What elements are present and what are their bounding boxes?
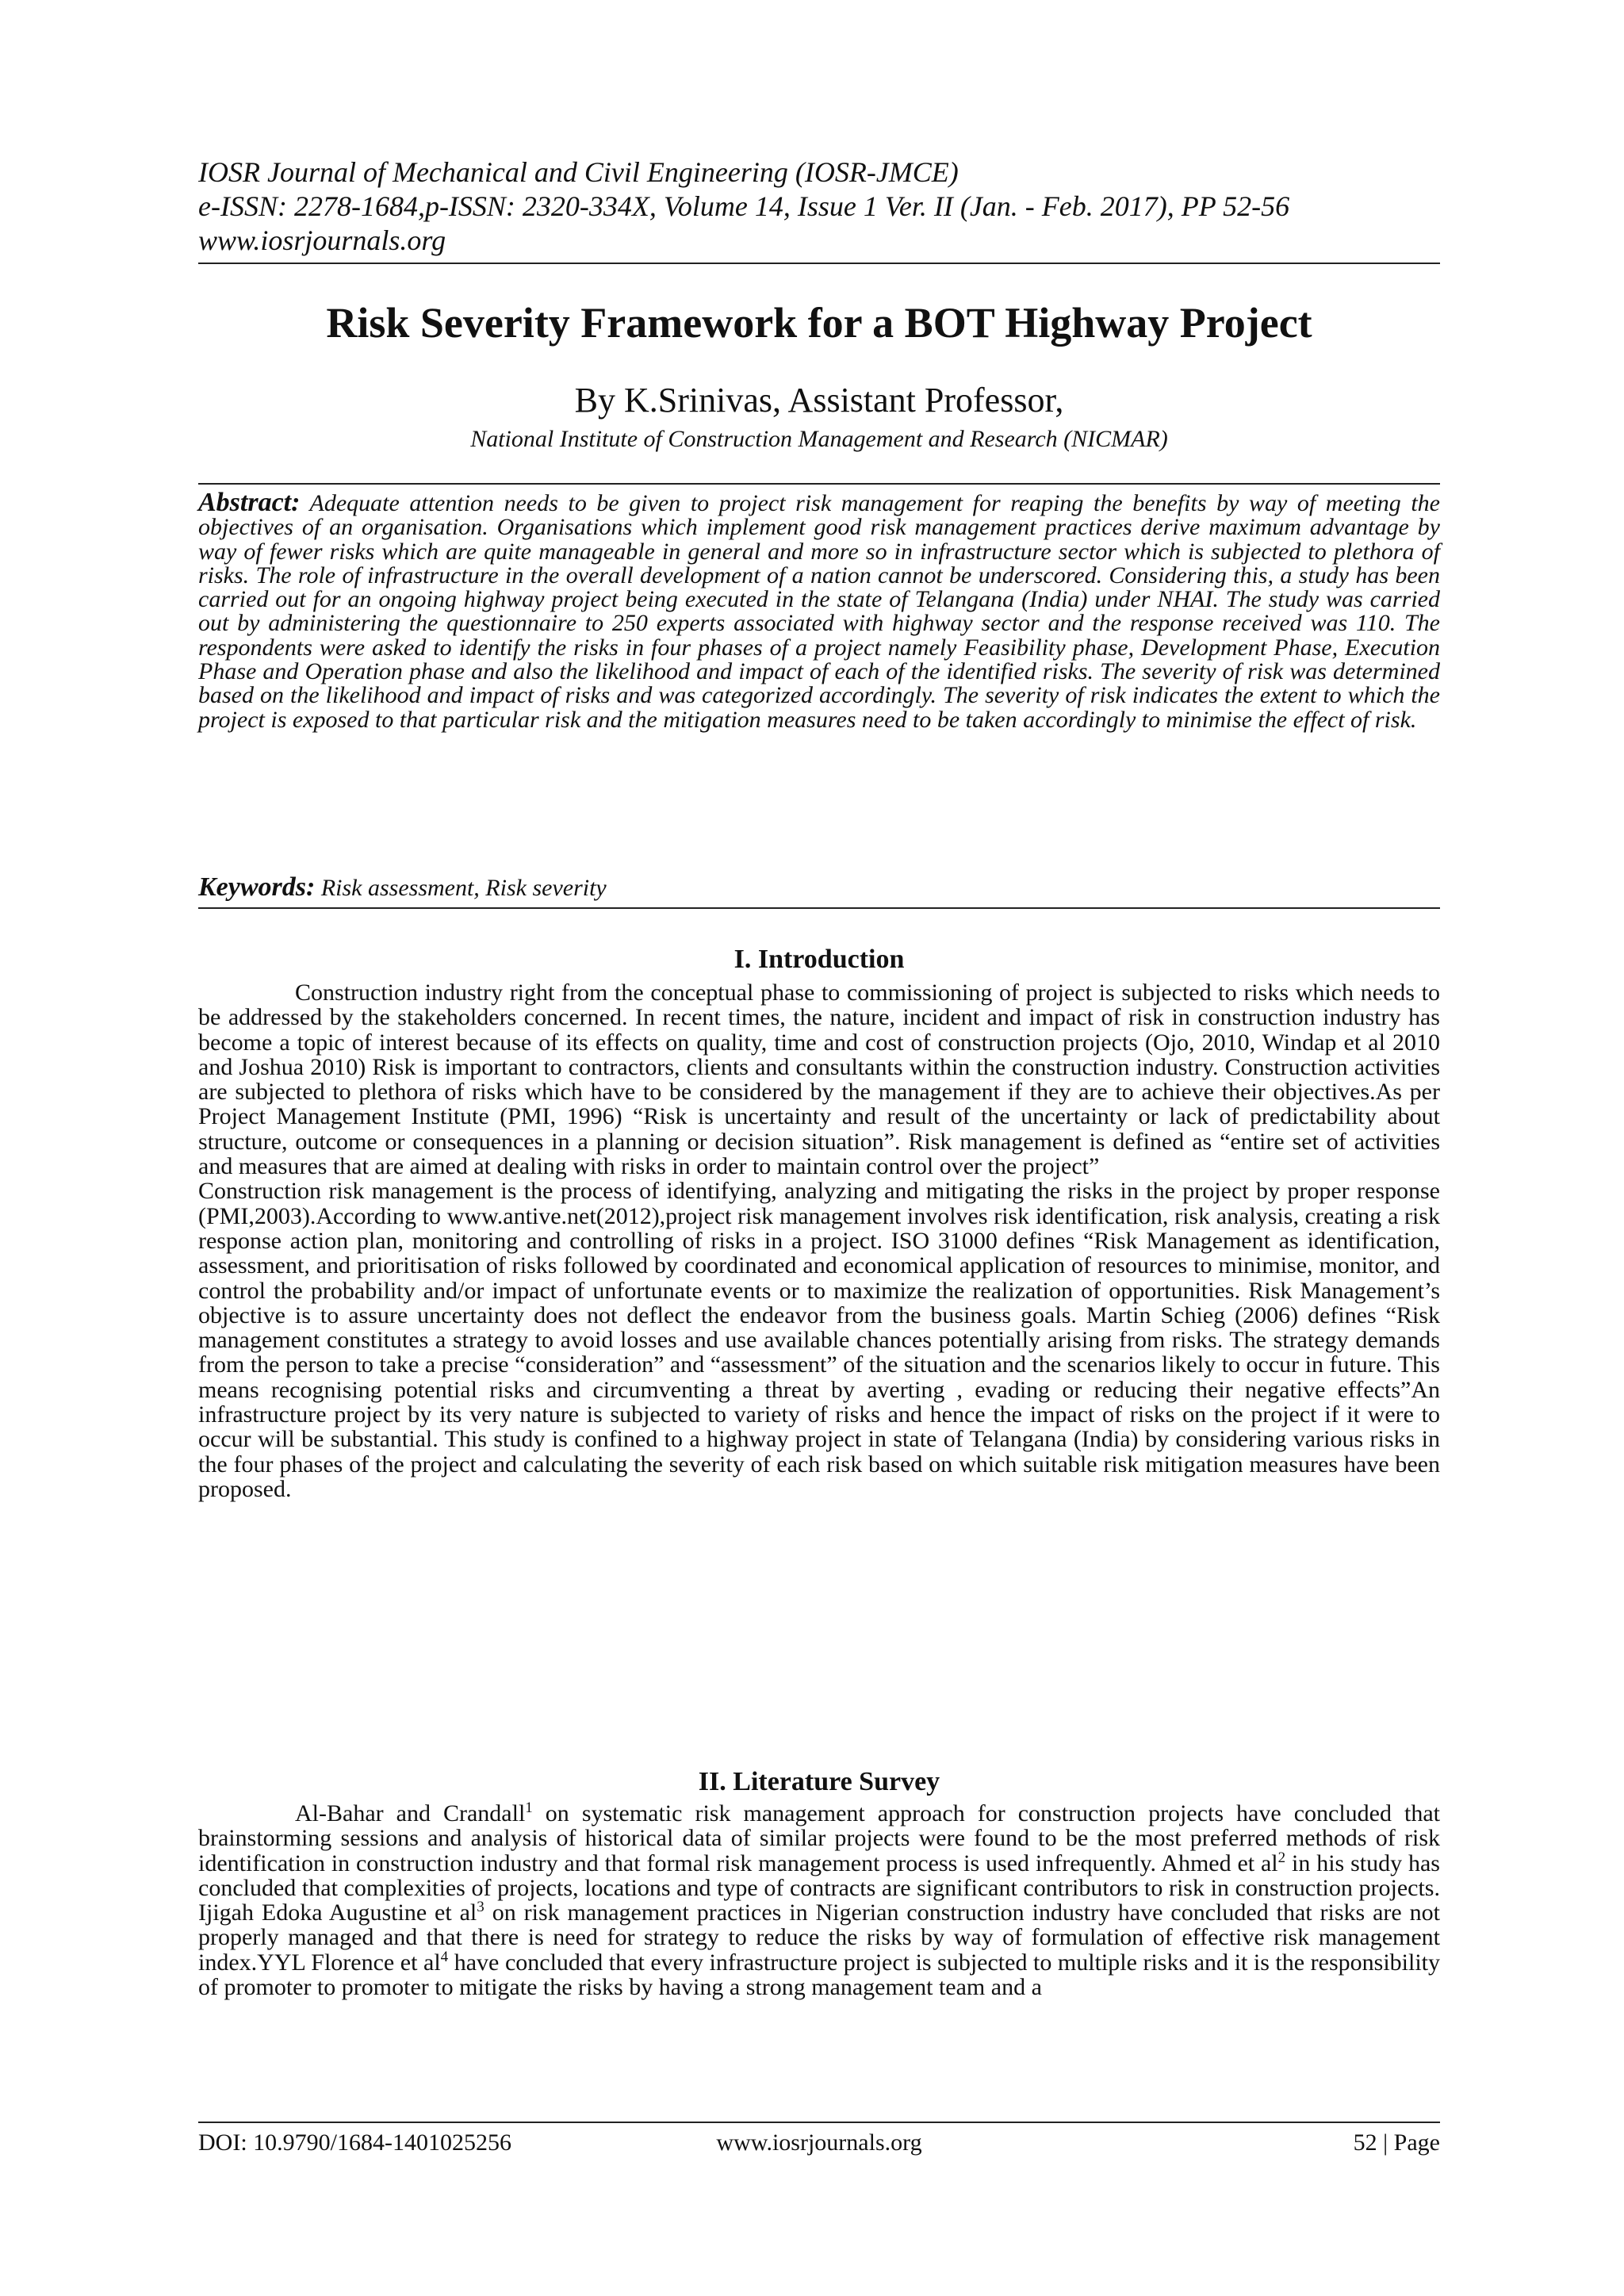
footer-page-number: 52 | Page bbox=[1353, 2129, 1440, 2156]
abstract-text: Adequate attention needs to be given to project risk management for reaping the benefits by way of meeting the objectives of an organisation. Organisations which implement good risk management practices derive maximum advantage by way of fewer risks which are quite manageable in general and more so in infrastructure sector which is subjected to plethora of risks. The role of infrastructure in the overall development of a nation cannot be underscored. Considering this, a study has been carried out for an ongoing highway project being executed in the state of Telangana (India) under NHAI. The study was carried out by administering the questionnaire to 250 experts associated with highway sector and the response received was 110. The respondents were asked to identify the risks in four phases of a project namely Feasibility phase, Development Phase, Execution Phase and Operation phase and also the likelihood and impact of each of the identified risks. The severity of risk was determined based on the likelihood and impact of risks and was categorized accordingly. The severity of risk indicates the extent to which the project is exposed to that particular risk and the mitigation measures need to be taken accordingly to minimise the effect of risk. bbox=[198, 490, 1440, 733]
literature-text-2: on systematic risk management approach for construction projects have concluded that brainstorming sessions and analysis of historical data of similar projects were found to be the most preferred methods of risk identification in construction industry and that formal risk management process is used infrequently. Ahmed et al bbox=[198, 1800, 1440, 1876]
literature-heading: II. Literature Survey bbox=[698, 1767, 940, 1796]
literature-paragraph bbox=[198, 1801, 1440, 1999]
introduction-heading: I. Introduction bbox=[733, 945, 905, 974]
literature-body bbox=[198, 1801, 1440, 1999]
citation-ref-2: 2 bbox=[1277, 1849, 1286, 1866]
header-rule bbox=[198, 263, 1440, 264]
literature-text-3: in his study has concluded that complexities of projects, locations and type of contracts are significant contributors to risk in construction projects. Ijigah Edoka Augustine et al bbox=[198, 1849, 1440, 1926]
keywords-text: Risk assessment, Risk severity bbox=[320, 875, 607, 901]
footer-rule bbox=[198, 2122, 1440, 2123]
citation-ref-4: 4 bbox=[440, 1948, 449, 1965]
citation-ref-1: 1 bbox=[525, 1800, 533, 1816]
introduction-paragraph-2: Construction risk management is the process of identifying, analyzing and mitigating the risks in the project by proper response (PMI,2003).According to www.antive.net(2012),project risk management involves risk identification, risk analysis, creating a risk response action plan, monitoring and controlling of risks in a project. ISO 31000 defines “Risk Management as identification, assessment, and prioritisation of risks followed by coordinated and economical application of resources to minimise, monitor, and control the probability and/or impact of unfortunate events or to maximize the realization of opportunities. Risk Management’s objective is to assure uncertainty does not deflect the endeavor from the business goals. Martin Schieg (2006) defines “Risk management constitutes a strategy to avoid losses and use available chances potentially arising from risks. The strategy demands from the person to take a precise “consideration” and “assessment” of the situation and the scenarios likely to occur in future. This means recognising potential risks and circumventing a threat by averting , evading or reducing their negative effects”An infrastructure project by its very nature is subjected to variety of risks and hence the impact of risks on the project if it were to occur will be substantial. This study is confined to a highway project in state of Telangana (India) by considering various risks in the four phases of the project and calculating the severity of each risk based on which suitable risk mitigation measures have been proposed. bbox=[198, 1178, 1440, 1502]
abstract-bottom-rule bbox=[198, 907, 1440, 909]
literature-text-1: Al-Bahar and Crandall bbox=[295, 1800, 526, 1826]
literature-text-5: have concluded that every infrastructure project is subjected to multiple risks and it is the responsibility of promoter to promoter to mitigate the risks by having a strong management team and a bbox=[198, 1949, 1440, 2001]
journal-website: www.iosrjournals.org bbox=[198, 224, 446, 256]
abstract bbox=[198, 488, 1440, 733]
page-footer bbox=[198, 2127, 1440, 2159]
journal-name: IOSR Journal of Mechanical and Civil Engineering (IOSR-JMCE) bbox=[198, 156, 959, 188]
abstract-label: Abstract: bbox=[198, 488, 301, 517]
citation-ref-3: 3 bbox=[477, 1899, 485, 1916]
abstract-top-rule bbox=[198, 483, 1440, 485]
paper-affiliation: National Institute of Construction Management and Research (NICMAR) bbox=[470, 426, 1168, 452]
keywords-label: Keywords: bbox=[198, 872, 316, 902]
journal-header bbox=[198, 155, 1440, 258]
introduction-paragraph-1: Construction industry right from the conceptual phase to commissioning of project is subjected to risks which needs to be addressed by the stakeholders concerned. In recent times, the nature, incident and impact of risk in construction industry has become a topic of interest because of its effects on quality, time and cost of construction projects (Ojo, 2010, Windap et al 2010 and Joshua 2010) Risk is important to contractors, clients and consultants within the construction industry. Construction activities are subjected to plethora of risks which have to be considered by the management if they are to achieve their objectives.As per Project Management Institute (PMI, 1996) “Risk is uncertainty and result of the uncertainty or lack of predictability about structure, outcome or consequences in a planning or decision situation”. Risk management is defined as “entire set of activities and measures that are aimed at dealing with risks in order to maintain control over the project” bbox=[198, 979, 1440, 1180]
paper-title: Risk Severity Framework for a BOT Highway Project bbox=[326, 299, 1312, 347]
literature-text-4: on risk management practices in Nigerian construction industry have concluded that risks are not properly managed and that there is need for strategy to reduce the risks by way of formulation of effective risk management index.YYL Florence et al bbox=[198, 1899, 1440, 1976]
footer-website: www.iosrjournals.org bbox=[716, 2129, 922, 2156]
journal-issn-volume: e-ISSN: 2278-1684,p-ISSN: 2320-334X, Volume 14, Issue 1 Ver. II (Jan. - Feb. 2017), PP 52-56 bbox=[198, 190, 1290, 222]
paper-author: By K.Srinivas, Assistant Professor, bbox=[574, 381, 1064, 420]
introduction-body bbox=[198, 980, 1440, 1501]
keywords bbox=[198, 873, 1440, 903]
footer-doi: DOI: 10.9790/1684-1401025256 bbox=[198, 2129, 511, 2156]
